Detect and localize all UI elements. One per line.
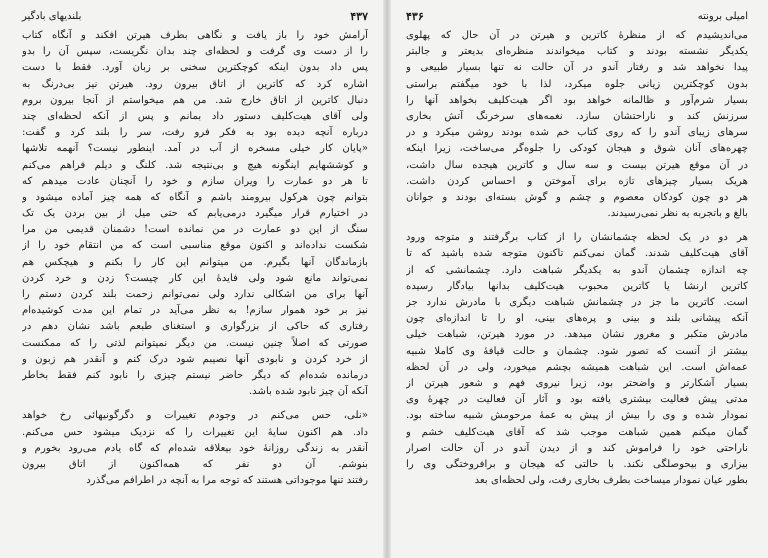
text-line: در اختیارم قرار میگیرد درمی‌یابم که حتی میل از بین بردن یک تک: [22, 208, 368, 220]
text-line: بسیار آشکارتر و واضحتر بود، زیرا نیروی فهم و شعور هیرتن از: [406, 377, 748, 389]
text-line: پیدا نخواهد شد و رفتار آندو در آن حالت نه تنها بسیار طبیعی و: [406, 62, 748, 74]
text-line: دنبال کاترین از اتاق خارج شد. من هم میخواستم از آنجا بیرون بروم: [22, 94, 368, 106]
paragraph-gap: [406, 222, 748, 230]
left-page-body: [22, 28, 368, 552]
text-line: بیشتر از آنست که تصور شود. چشمان و حالت قیافهٔ وی کاملا شبیه: [406, 345, 748, 357]
text-line: می‌اندیشیدم که از منظرهٔ کاترین و هیرتن در آن حال که پهلوی: [406, 30, 748, 41]
left-page-number: ۴۳۷: [350, 9, 368, 23]
right-page-body: [406, 28, 748, 552]
text-line: آنها برای من اشکالی ندارد ولی نمی‌توانم زحمت بلند کردن دستم را: [22, 289, 368, 300]
text-line: ناراحتی خود را فراموش کند و از دیدن آندو در آن حالت اصرار: [406, 442, 748, 454]
text-line: و کوششهایم اینگونه هیچ و بی‌نتیجه شد. کلنگ و دیلم فراهم می‌کنم: [22, 159, 368, 171]
text-line: رفتند تنها موجوداتی هستند که توجه مرا به آنچه در اطرافم می‌گذرد: [86, 475, 368, 487]
text-line: بدون کوچکترین زیانی جلوه میکرد، لذا با خود میگفتم براستی: [406, 78, 748, 90]
text-line: نیز بر خود هموار سازم! به نظر می‌آید در تمام این مدت کوشیده‌ام: [22, 305, 368, 317]
text-line: ولی آقای هیت‌کلیف دستور داد بمانم و پس از آنکه لحظه‌ای چند: [22, 110, 368, 122]
text-line: کاترین ارنشا یا کاترین محبوب هیت‌کلیف بدانها بیادگار رسیده: [406, 280, 748, 292]
text-line: مدتی پیش فعالیت بیشتری یافته بود و آثار آن فعالیت در چهرهٔ وی: [406, 394, 748, 406]
text-line: است. کاترین ما جز در چشمانش شباهت دیگری با مادرش ندارد جز: [406, 297, 748, 308]
text-line: یکدیگر نشسته بودند و کتاب میخواندند منظره‌ای بدیعتر و جالبتر: [406, 46, 748, 58]
text-line: بسیار شرم‌آور و ظالمانه خواهد بود اگر هیت‌کلیف بخواهد آنها را: [406, 94, 748, 106]
right-running-head: امیلی برونته: [697, 10, 748, 22]
text-line: درمانده شده‌ام که دیگر حاضر نیستم چیزی را نابود کنم فقط بخاطر: [22, 369, 368, 381]
text-line: بیزاری و بیحوصلگی نکند. با حالتی که هیجان و برافروختگی وی را: [406, 458, 748, 470]
text-line: داد. هم اکنون سایهٔ این تغییرات را که نزدیک میشود حس می‌کنم.: [22, 426, 368, 438]
text-line: سرهای زیبای آندو را که روی کتاب خم شده بودند روشن میکرد و در: [406, 127, 748, 139]
text-line: عمه‌اش است. این شباهت همیشه بچشم میخورد، ولی در آن لحظه: [406, 361, 748, 373]
text-line: در آن موقع هیرتن بیست و سه سال و کاترین هیجده سال داشت،: [406, 159, 748, 171]
text-line: درباره آنچه دیده بود به فکر فرو رفت، سر را بلند کرد و گفت:: [22, 127, 368, 139]
text-line: نمی‌تواند مانع شود ولی فایدهٔ این کار چیست؟ زدن و خرد کردن: [22, 272, 368, 284]
paragraph: [406, 28, 748, 222]
text-line: رفتاری که حاکی از بزرگواری و استغنای طبعم باشد نشان دهم در: [22, 321, 368, 333]
text-line: بطور عیان نمودار میساخت بطرف بخاری رفت، ولی لحظه‌ای بعد: [474, 475, 748, 487]
text-line: هر دو چون کودکان معصوم و چشم و گوش بسته‌ای بودند و جوانان: [406, 191, 748, 203]
text-line: شکست نداده‌اند و اکنون موقع مناسبی است که من انتقام خود را از: [22, 240, 368, 252]
text-line: بازماندگان آنها بگیرم. من میتوانم این کار را بکنم و هیچکس هم: [22, 256, 368, 268]
text-line: «نلی، حس می‌کنم در وجودم تغییرات و دگرگونیهائی رخ خواهد: [22, 410, 368, 422]
paragraph: [22, 28, 368, 400]
paragraph: [22, 408, 368, 489]
text-line: مادرش متکبر و مغرور نشان میدهد. در مورد هیرتن، شباهت خیلی: [406, 329, 748, 341]
text-line: را از دست وی گرفت و لحظه‌ای چند بدان نگریست، سپس آن را بدو: [22, 46, 368, 58]
text-line: آرامش خود را باز یافت و نگاهی بطرف هیرتن افکند و آنگاه کتاب: [22, 30, 368, 41]
text-line: سرزنش کند و ناراحتشان سازد. نغمه‌های سرخرنگ آتش بخاری: [406, 110, 748, 122]
text-line: «پایان کار خیلی مسخره از آب در آمد. اینطور نیست؟ آنهمه تلاشها: [22, 143, 368, 155]
text-line: تا هر دو عمارت را ویران سازم و خود را آنچنان عادت میدهم که: [22, 175, 368, 187]
book-gutter: [383, 0, 391, 558]
text-line: هر دو در یک لحظه چشمانشان را از کتاب برگرفتند و متوجه ورود: [406, 232, 748, 244]
text-line: چهره‌های آنان شوق و هیجان کودکی را جلوه‌گر می‌ساخت، زیرا اینکه: [406, 143, 748, 155]
text-line: صورتی که اصلاً چنین نیست. من دیگر نمیتوانم لذتی را که ممکنست: [22, 337, 368, 349]
left-page: [8, 0, 382, 558]
text-line: نمودار شده و وی را بیش از پیش به عمهٔ مرحومش شبیه ساخته بود.: [406, 410, 748, 422]
text-line: هریک بسیار چیزهای تازه برای آموختن و احساس کردن داشت.: [406, 175, 748, 187]
text-line: پس داد بدون اینکه کوچکترین سخنی بر زبان آورد. فقط با دست: [22, 62, 368, 74]
text-line: گمان میکنم همین شباهت موجب شد که آقای هیت‌کلیف خشم و: [406, 426, 748, 438]
right-page-header: [406, 8, 748, 24]
text-line: سنگ از این دو عمارت در من نمانده است! دشمنان قدیمی من مرا: [22, 224, 368, 236]
left-page-header: [22, 8, 368, 24]
text-line: از خرد کردن و نابودی آنها نصیبم شود درک کنم و آنقدر هم زبون و: [22, 353, 368, 365]
text-line: بنوشم. آن دو نفر که همه‌اکنون از اتاق بیرون: [22, 458, 368, 470]
text-line: آقای هیت‌کلیف شدند. گمان نمی‌کنم تاکنون متوجه شده باشید که تا: [406, 248, 748, 260]
paragraph-gap: [22, 400, 368, 408]
text-line: چه اندازه چشمان آندو به یکدیگر شباهت دارد. چشمانشی که از: [406, 264, 748, 276]
text-line: آنقدر به زندگی روزانهٔ خود بیعلاقه شده‌ام که گاه یادم می‌رود بخورم و: [22, 442, 368, 454]
text-line: بالغ و باتجربه به نظر نمی‌رسیدند.: [607, 208, 748, 220]
text-line: آنکه پیشانی بلند و بینی و پره‌های بینی، او را تا اندازه‌ای چون: [406, 313, 748, 325]
left-running-head: بلندیهای بادگیر: [22, 10, 82, 22]
text-line: اشاره کرد که کاترین از اتاق بیرون رود. هیرتن نیز بی‌درنگ به: [22, 78, 368, 90]
text-line: بتوانم چون هرکول بیرومند باشم و آنگاه که همه چیز آماده میشود و: [22, 191, 368, 203]
right-page-number: ۴۳۶: [406, 9, 424, 23]
paragraph: [406, 230, 748, 489]
right-page: [392, 0, 762, 558]
text-line: آنکه آن چیز نابود شده باشد.: [248, 386, 368, 398]
